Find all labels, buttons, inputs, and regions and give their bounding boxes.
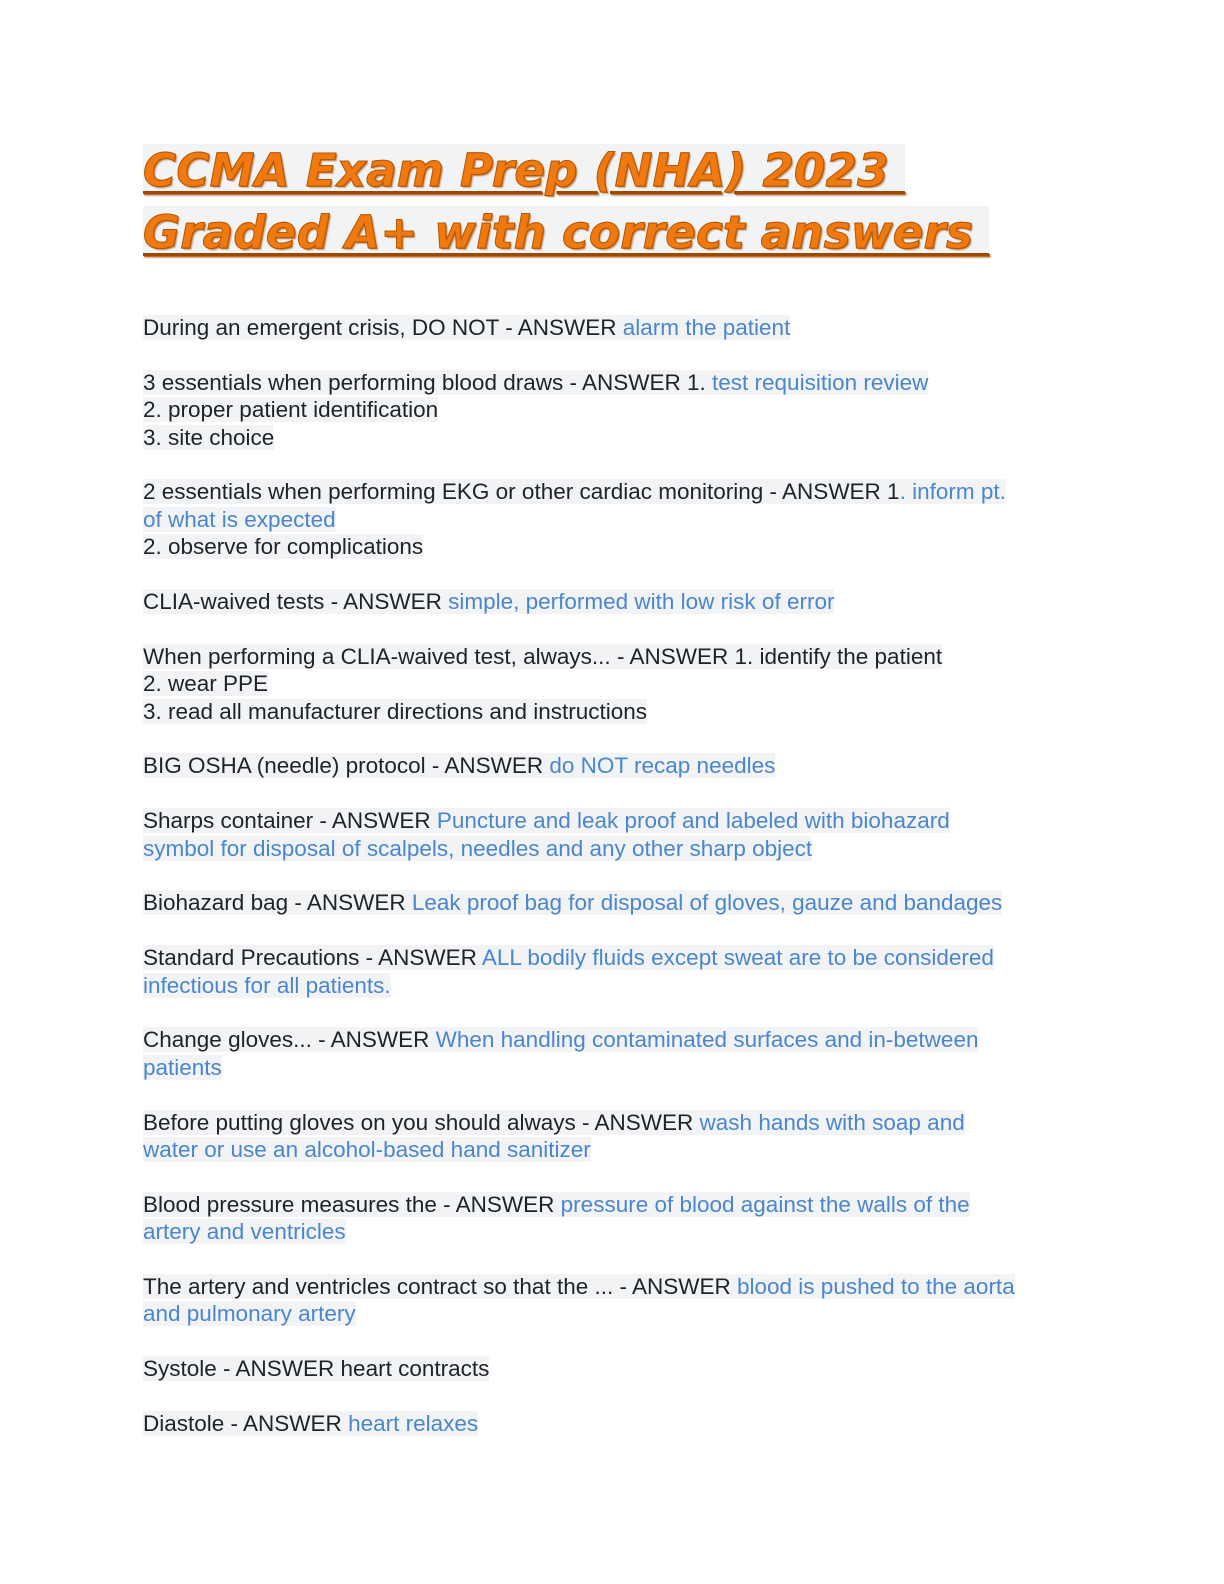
qa-item-15 — [143, 1410, 1073, 1437]
question-text: Before putting gloves on you should always - ANSWER — [143, 1109, 700, 1135]
title-line-1: CCMA Exam Prep (NHA) 2023 — [143, 144, 905, 197]
answer-text: Puncture and leak proof and labeled with biohazard — [436, 808, 950, 834]
answer-text: pressure of blood against the walls of the — [560, 1191, 970, 1217]
answer-text: When handling contaminated surfaces and in-between — [435, 1027, 979, 1053]
question-text: Standard Precautions - ANSWER — [143, 945, 482, 971]
answer-line: 2. proper patient identification — [143, 397, 439, 423]
answer-text: simple, performed with low risk of error — [448, 589, 835, 615]
answer-line: 3. read all manufacturer directions and instructions — [143, 698, 648, 724]
qa-item-1 — [143, 314, 1073, 341]
qa-item-5 — [143, 643, 1073, 725]
question-text: Blood pressure measures the - ANSWER — [143, 1191, 561, 1217]
question-text: Sharps container - ANSWER — [143, 808, 437, 834]
answer-line: 2. observe for complications — [143, 534, 424, 560]
question-text: When performing a CLIA-waived test, always... - ANSWER 1. identify the patient — [143, 643, 943, 669]
qa-item-11 — [143, 1109, 1073, 1164]
answer-text-continued: infectious for all patients. — [143, 972, 391, 998]
answer-text-continued: artery and ventricles — [143, 1219, 346, 1245]
qa-item-10 — [143, 1026, 1073, 1081]
qa-item-6 — [143, 752, 1073, 779]
qa-item-13 — [143, 1273, 1073, 1328]
answer-text: wash hands with soap and — [699, 1109, 965, 1135]
question-text: During an emergent crisis, DO NOT - ANSWER — [143, 315, 623, 340]
answer-text: alarm the patient — [622, 315, 791, 340]
answer-text-continued: water or use an alcohol-based hand sanitizer — [143, 1137, 591, 1163]
qa-item-7 — [143, 807, 1073, 862]
answer-line: 2. wear PPE — [143, 671, 269, 697]
answer-text: do NOT recap needles — [549, 753, 776, 779]
question-text: Systole - ANSWER heart contracts — [143, 1356, 490, 1382]
document-page — [143, 140, 1073, 1465]
qa-item-9 — [143, 944, 1073, 999]
answer-text: test requisition review — [712, 369, 929, 395]
answer-text-continued: and pulmonary artery — [143, 1301, 356, 1327]
answer-text-continued: of what is expected — [143, 506, 336, 532]
question-text: The artery and ventricles contract so that the ... - ANSWER — [143, 1274, 737, 1300]
question-text: 2 essentials when performing EKG or other cardiac monitoring - ANSWER 1 — [143, 479, 900, 505]
question-text: BIG OSHA (needle) protocol - ANSWER — [143, 753, 550, 779]
qa-item-2 — [143, 369, 1073, 451]
answer-text: blood is pushed to the aorta — [737, 1274, 1015, 1300]
question-text: Diastole - ANSWER — [143, 1411, 349, 1437]
qa-item-8 — [143, 889, 1073, 916]
answer-line: 3. site choice — [143, 424, 275, 450]
answer-text-continued: patients — [143, 1054, 222, 1080]
answer-text: heart relaxes — [348, 1411, 479, 1437]
qa-item-12 — [143, 1191, 1073, 1246]
answer-text: ALL bodily fluids except sweat are to be considered — [481, 945, 994, 971]
answer-text-continued: symbol for disposal of scalpels, needles and any other sharp object — [143, 835, 813, 861]
answer-text: . inform pt. — [899, 479, 1006, 505]
qa-item-4 — [143, 588, 1073, 615]
answer-text: Leak proof bag for disposal of gloves, gauze and bandages — [411, 890, 1003, 916]
qa-item-14 — [143, 1355, 1073, 1382]
title-line-2: Graded A+ with correct answers — [143, 206, 990, 259]
question-text: Biohazard bag - ANSWER — [143, 890, 412, 916]
question-text: Change gloves... - ANSWER — [143, 1027, 436, 1053]
question-text: CLIA-waived tests - ANSWER — [143, 589, 449, 615]
qa-item-3 — [143, 478, 1073, 560]
document-title — [143, 140, 1073, 264]
question-text: 3 essentials when performing blood draws - ANSWER 1. — [143, 369, 713, 395]
